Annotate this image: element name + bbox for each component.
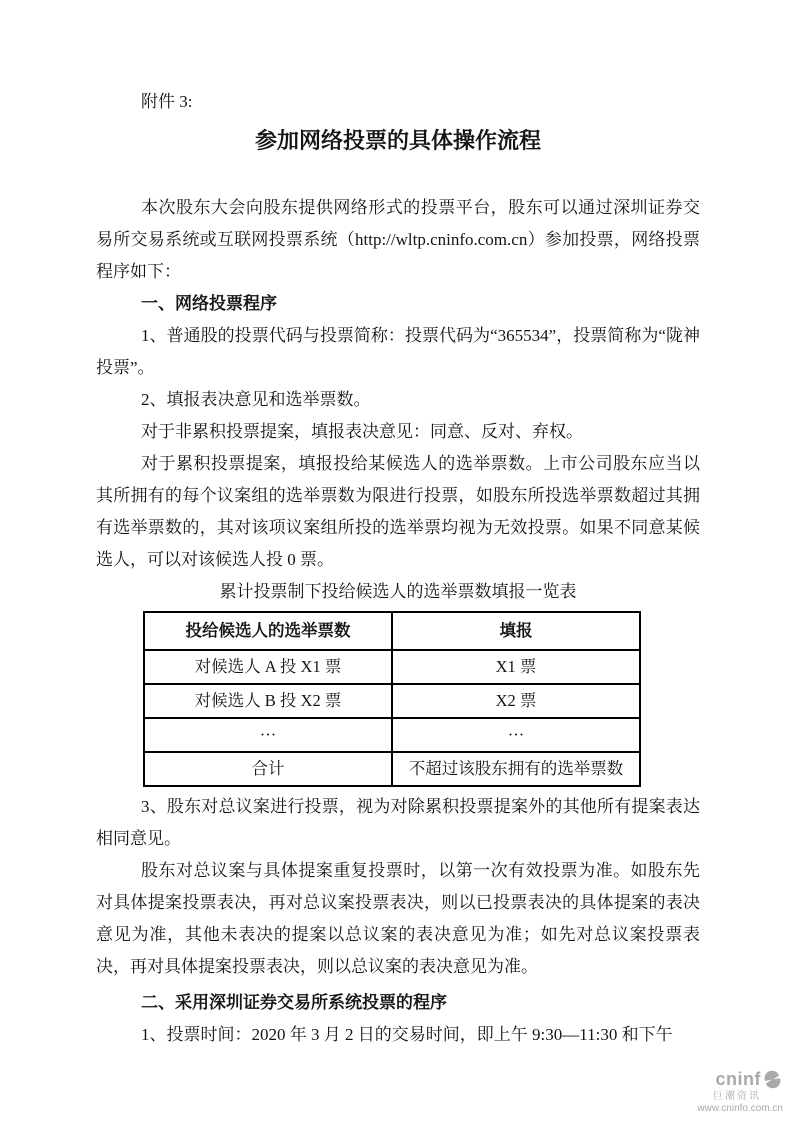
cninfo-logo xyxy=(697,1069,783,1114)
section-heading-1: 一、网络投票程序 xyxy=(141,294,277,313)
page-title: 参加网络投票的具体操作流程 xyxy=(254,128,541,153)
cninfo-website: www.cninfo.com.cn xyxy=(697,1103,783,1114)
list-item-2-1: 1、投票时间：2020 年 3 月 2 日的交易时间，即上午 9:30—11:30 和下午 xyxy=(141,1025,673,1044)
table-cell: ··· xyxy=(144,718,392,752)
table-cell: 对候选人 A 投 X1 票 xyxy=(144,650,392,684)
table-cell: 对候选人 B 投 X2 票 xyxy=(144,684,392,718)
table-row xyxy=(144,718,640,752)
cninfo-logo-row xyxy=(697,1069,783,1090)
table-row xyxy=(144,752,640,786)
document-content xyxy=(96,86,700,1051)
table-row xyxy=(144,684,640,718)
list-item-1-3: 3、股东对总议案进行投票，视为对除累积投票提案外的其他所有提案表达相同意见。 xyxy=(96,797,700,848)
table-cell: X1 票 xyxy=(392,650,640,684)
table-cell: 不超过该股东拥有的选举票数 xyxy=(392,752,640,786)
attachment-label: 附件 3: xyxy=(141,92,193,111)
cninfo-chinese-name: 巨潮资讯 xyxy=(713,1091,761,1102)
table-cell: 合计 xyxy=(144,752,392,786)
table-cell: ··· xyxy=(392,718,640,752)
vote-count-table xyxy=(143,611,641,787)
cninfo-swirl-icon xyxy=(762,1069,783,1090)
table-header-votes: 投给候选人的选举票数 xyxy=(144,612,392,650)
table-header-fill: 填报 xyxy=(392,612,640,650)
paragraph-repeat-voting: 股东对总议案与具体提案重复投票时，以第一次有效投票为准。如股东先对具体提案投票表决，再对总议案投票表决，则以已投票表决的具体提案的表决意见为准，其他未表决的提案以总议案的表决意见为准；如先对总议案投票表决，再对具体提案投票表决，则以总议案的表决意见为准。 xyxy=(96,861,700,976)
cninfo-logo-text: cninf xyxy=(715,1068,761,1089)
section-heading-2: 二、采用深圳证券交易所系统投票的程序 xyxy=(141,993,447,1012)
paragraph-non-cumulative: 对于非累积投票提案，填报表决意见：同意、反对、弃权。 xyxy=(141,422,583,441)
table-caption: 累计投票制下投给候选人的选举票数填报一览表 xyxy=(219,582,577,601)
intro-paragraph: 本次股东大会向股东提供网络形式的投票平台，股东可以通过深圳证券交易所交易系统或互联网投票系统（http://wltp.cninfo.com.cn）参加投票，网络投票程序如下： xyxy=(96,198,700,281)
table-header-row xyxy=(144,612,640,650)
table-cell: X2 票 xyxy=(392,684,640,718)
list-item-1-2: 2、填报表决意见和选举票数。 xyxy=(141,390,371,409)
paragraph-cumulative: 对于累积投票提案，填报投给某候选人的选举票数。上市公司股东应当以其所拥有的每个议案组的选举票数为限进行投票，如股东所投选举票数超过其拥有选举票数的，其对该项议案组所投的选举票均视为无效投票。如果不同意某候选人，可以对该候选人投 0 票。 xyxy=(96,454,700,569)
list-item-1-1: 1、普通股的投票代码与投票简称：投票代码为“365534”，投票简称为“陇神投票”。 xyxy=(96,326,700,377)
table-row xyxy=(144,650,640,684)
